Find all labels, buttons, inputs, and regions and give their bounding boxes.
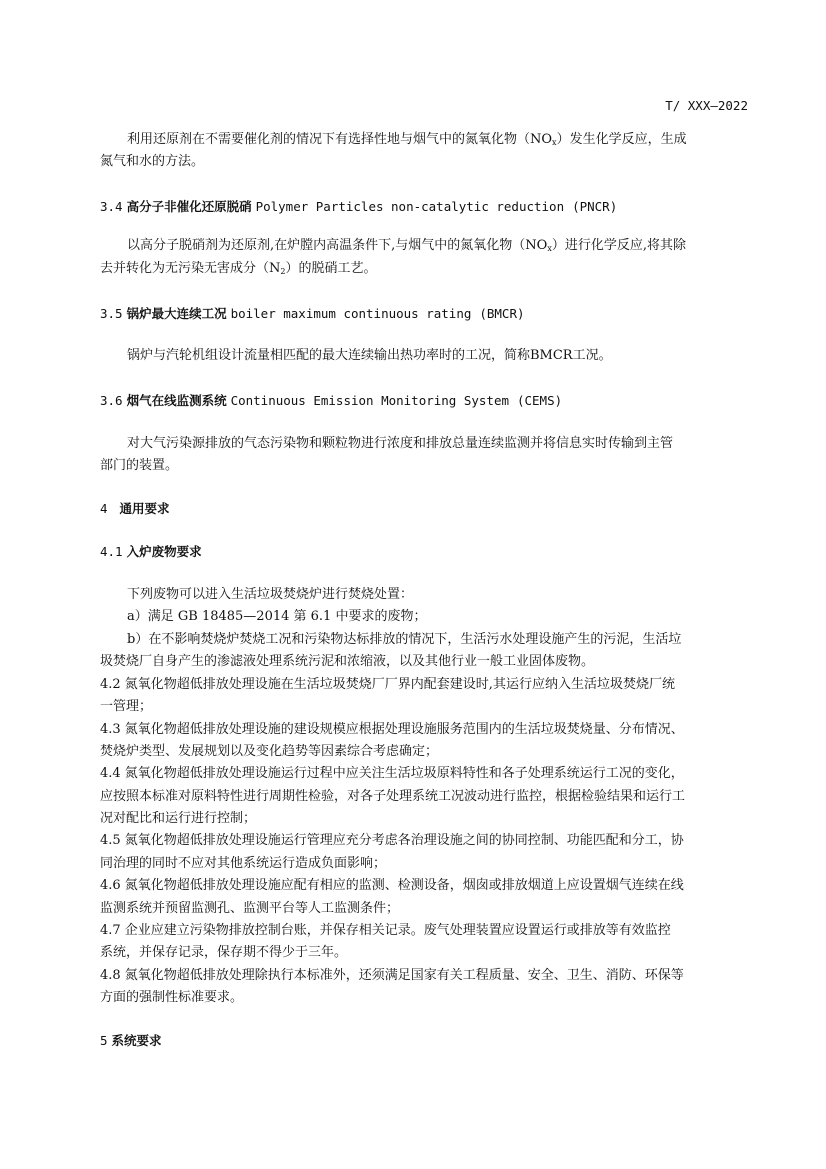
- section-title: 入炉废物要求: [126, 544, 202, 559]
- term-english: Continuous Emission Monitoring System: [230, 393, 510, 408]
- term-abbreviation: (BMCR): [479, 306, 525, 321]
- section-number: 5: [100, 1033, 108, 1048]
- clause-4-5-line-2: 同治理的同时不应对其他系统运行造成负面影响；: [100, 856, 387, 871]
- section-number: 4.1: [100, 544, 123, 559]
- definition-3-6-line-2: 部门的装置。: [100, 458, 179, 473]
- term-chinese: 烟气在线监测系统: [126, 393, 227, 408]
- clause-4-6-line-1: 4.6 氮氧化物超低排放处理设施应配有相应的监测、检测设备，烟囱或排放烟道上应设置烟气连续在线: [100, 878, 684, 893]
- definition-3-4-line-2: 去并转化为无污染无害成分$(N_2)$的脱硝工艺。: [100, 261, 377, 276]
- clause-4-1-intro: 下列废物可以进入生活垃圾焚烧炉进行焚烧处置：: [127, 587, 414, 602]
- term-heading-3-4: [100, 198, 617, 216]
- clause-4-7-line-1: 4.7 企业应建立污染物排放控制台账，并保存相关记录。废气处理装置应设置运行或排放等有效监控: [100, 923, 671, 938]
- clause-4-4-line-1: 4.4 氮氧化物超低排放处理设施运行过程中应关注生活垃圾原料特性和各子处理系统运行工况的变化，: [100, 766, 684, 781]
- term-number: 3.4: [100, 199, 123, 214]
- definition-3-4-line-1: 以高分子脱硝剂为还原剂,在炉膛内高温条件下,与烟气中的氮氧化物$(NO_x)$进行化学反应,将其除: [127, 238, 686, 253]
- term-chinese: 锅炉最大连续工况: [126, 306, 227, 321]
- clause-4-8-line-2: 方面的强制性标准要求。: [100, 990, 244, 1005]
- definition-3-5-line-1: 锅炉与汽轮机组设计流量相匹配的最大连续输出热功率时的工况，简称BMCR工况。: [127, 348, 612, 363]
- term-english: Polymer Particles non-catalytic reduction: [255, 199, 565, 214]
- document-code: T/ XXX—2022: [665, 98, 748, 113]
- term-heading-3-6: [100, 392, 562, 410]
- clause-4-2-line-2: 一管理；: [100, 699, 153, 714]
- definition-3-6-line-1: 对大气污染源排放的气态污染物和颗粒物进行浓度和排放总量连续监测并将信息实时传输到主管: [127, 436, 674, 451]
- clause-4-8-line-1: 4.8 氮氧化物超低排放处理除执行本标准外，还须满足国家有关工程质量、安全、卫生、消防、环保等: [100, 968, 684, 983]
- term-abbreviation: (CEMS): [516, 393, 563, 408]
- section-heading-4: [100, 500, 169, 518]
- term-number: 3.5: [100, 306, 123, 321]
- clause-4-1-item-b-line-2: 圾焚烧厂自身产生的渗滤液处理系统污泥和浓缩液，以及其他行业一般工业固体废物。: [100, 654, 595, 669]
- term-abbreviation: (PNCR): [572, 199, 618, 214]
- definition-3-3-line-1: 利用还原剂在不需要催化剂的情况下有选择性地与烟气中的氮氧化物$(NO_x)$发生化学反应，生成: [127, 132, 687, 147]
- clause-4-2-line-1: 4.2 氮氧化物超低排放处理设施在生活垃圾焚烧厂厂界内配套建设时,其运行应纳入生活垃圾焚烧厂统: [100, 677, 675, 692]
- clause-4-4-line-2: 应按照本标准对原料特性进行周期性检验，对各子处理系统工况波动进行监控，根据检验结果和运行工: [100, 789, 686, 804]
- term-english: boiler maximum continuous rating: [230, 306, 472, 321]
- section-title: 系统要求: [111, 1033, 162, 1048]
- section-heading-4-1: [100, 543, 202, 561]
- term-number: 3.6: [100, 393, 123, 408]
- clause-4-1-item-b-line-1: b）在不影响焚烧炉焚烧工况和污染物达标排放的情况下，生活污水处理设施产生的污泥，生活垃: [127, 632, 682, 647]
- clause-4-6-line-2: 监测系统并预留监测孔、监测平台等人工监测条件；: [100, 901, 400, 916]
- clause-4-7-line-2: 系统，并保存记录，保存期不得少于三年。: [100, 945, 348, 960]
- definition-3-3-line-2: 氮气和水的方法。: [100, 154, 205, 169]
- term-heading-3-5: [100, 305, 525, 323]
- term-chinese: 高分子非催化还原脱硝: [126, 199, 252, 214]
- section-title: 通用要求: [119, 501, 170, 516]
- clause-4-1-item-a: a）满足 GB 18485—2014 第 6.1 中要求的废物；: [127, 609, 427, 624]
- clause-4-5-line-1: 4.5 氮氧化物超低排放处理设施运行管理应充分考虑各治理设施之间的协同控制、功能匹配和分工，协: [100, 833, 684, 848]
- clause-4-3-line-2: 焚烧炉类型、发展规划以及变化趋势等因素综合考虑确定；: [100, 744, 439, 759]
- clause-4-4-line-3: 况对配比和运行进行控制；: [100, 811, 257, 826]
- section-heading-5: [100, 1032, 162, 1050]
- section-number: 4: [100, 501, 108, 516]
- clause-4-3-line-1: 4.3 氮氧化物超低排放处理设施的建设规模应根据处理设施服务范围内的生活垃圾焚烧量、分布情况、: [100, 722, 684, 737]
